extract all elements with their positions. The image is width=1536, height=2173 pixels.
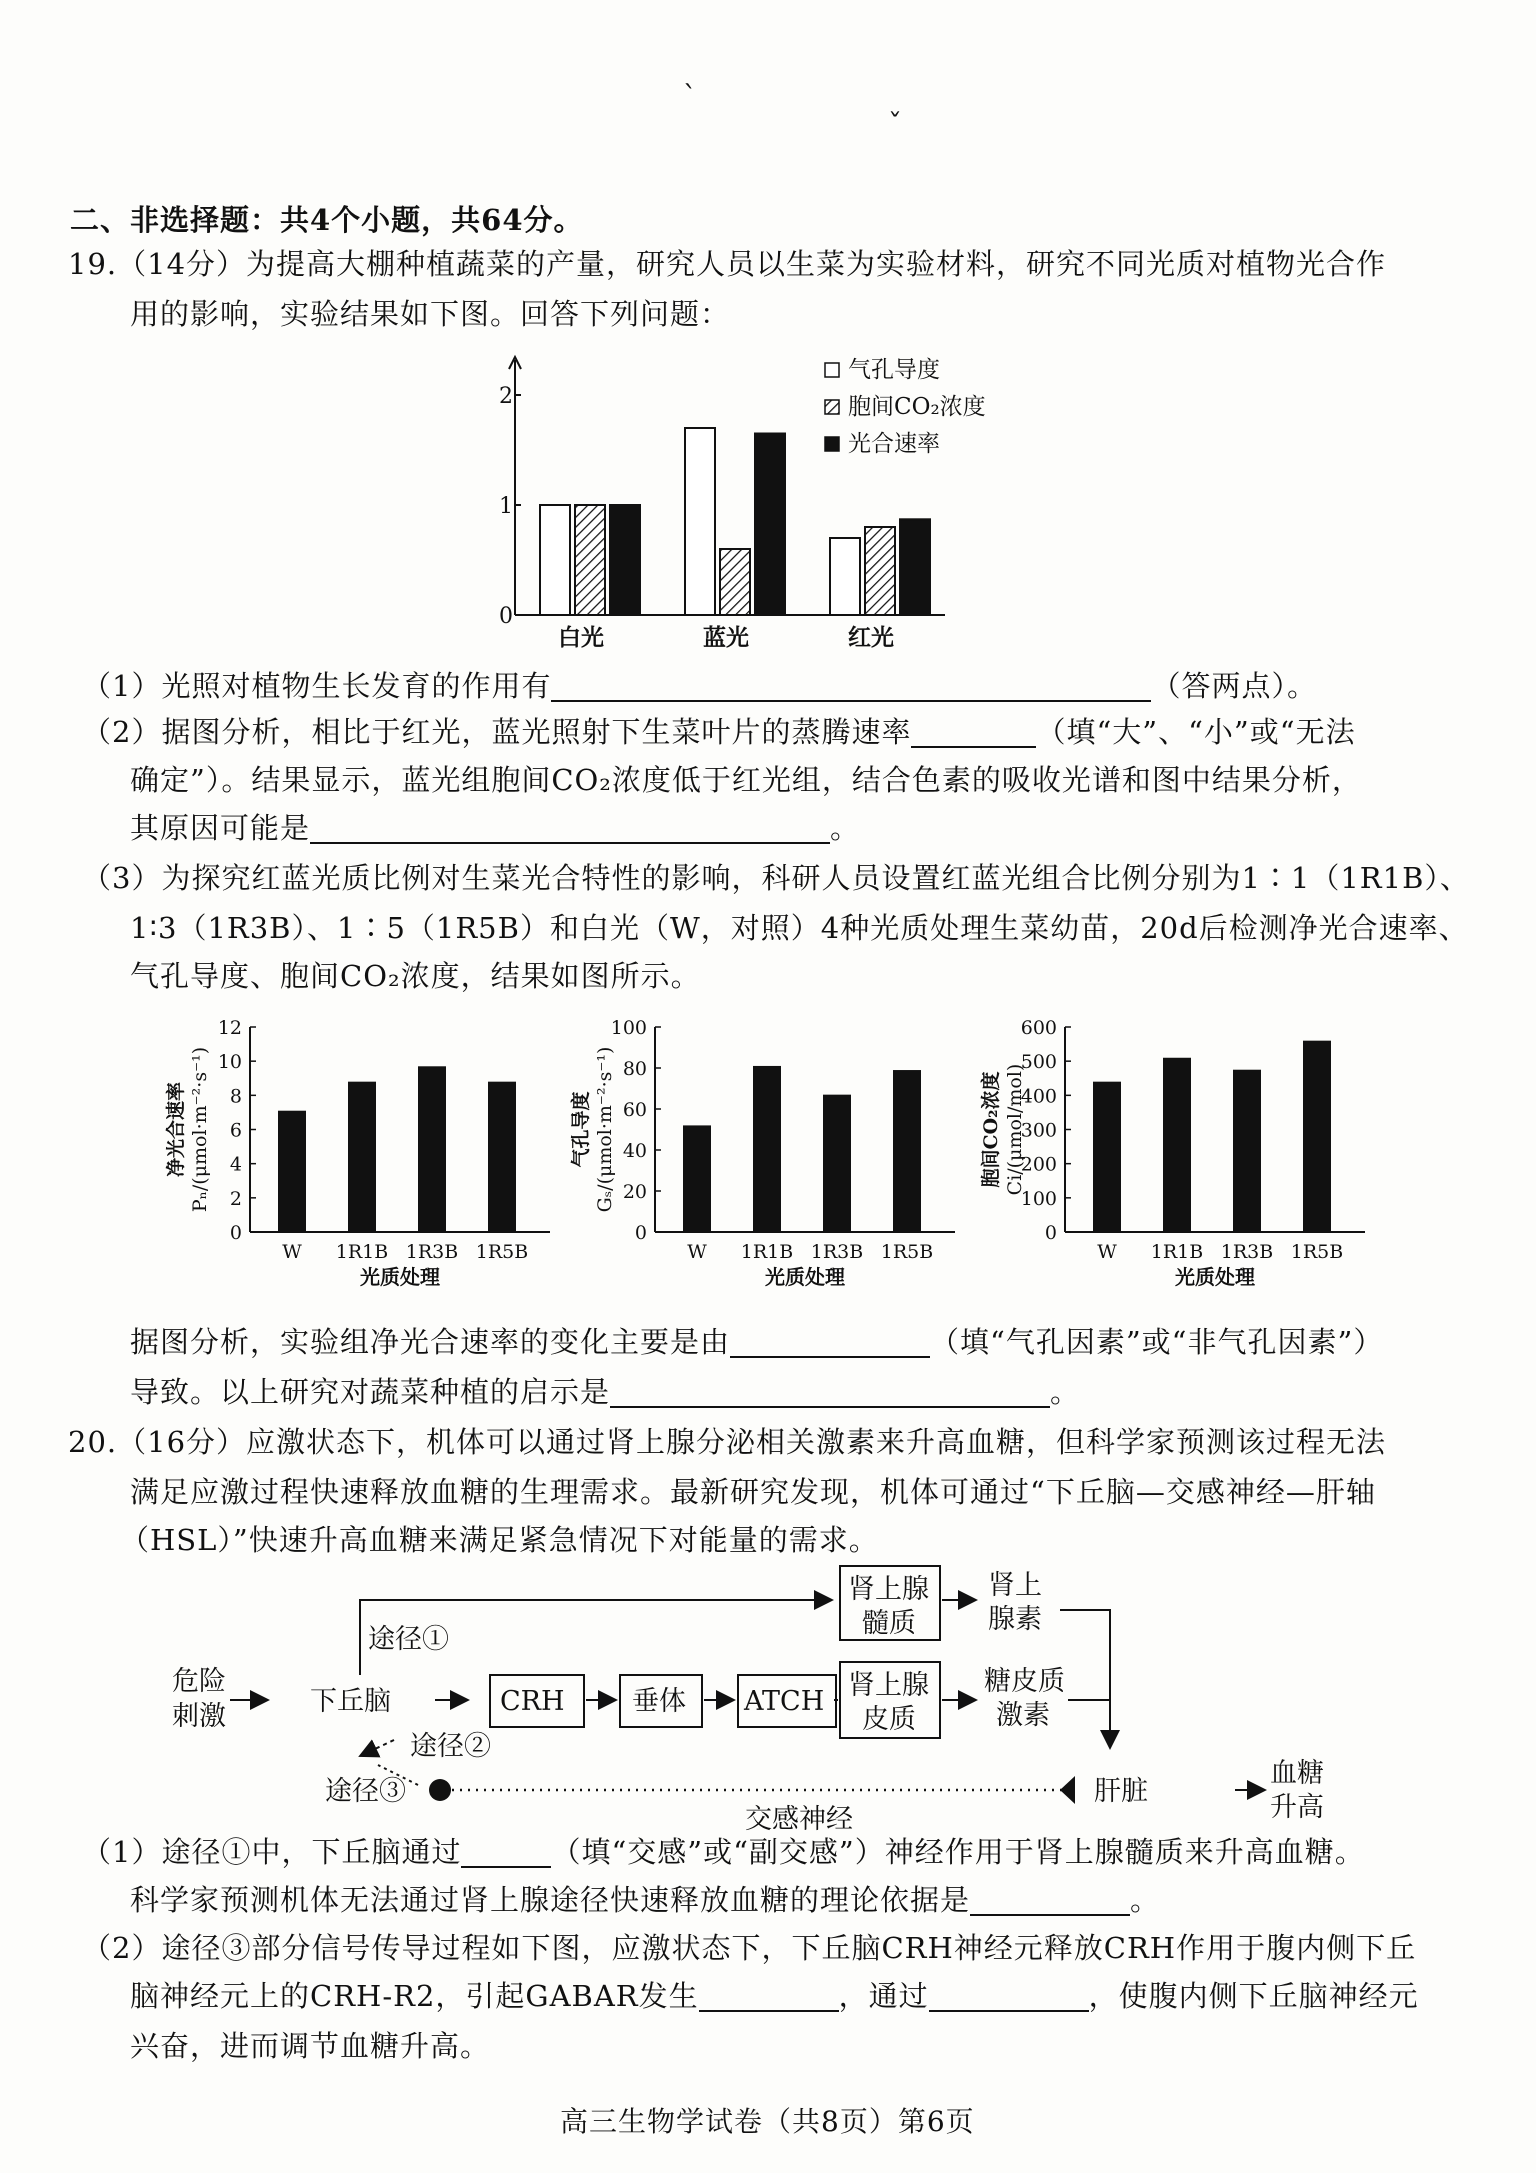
adrenaline-label: 肾上: [988, 1570, 1042, 1601]
q19-p2-line2: 确定”）。结果显示，蓝光组胞间CO₂浓度低于红光组，结合色素的吸收光谱和图中结果分析，: [130, 763, 1362, 797]
bar: [1093, 1082, 1121, 1232]
q19-p2-line3-end: 。: [830, 811, 861, 845]
bar: [720, 549, 750, 615]
q19-p2-line3: [130, 806, 860, 850]
bar: [900, 519, 930, 615]
y-tick-label: 2: [229, 1187, 242, 1210]
x-tick-label: 1R3B: [810, 1241, 864, 1263]
q19-p3-line1: （3）为探究红蓝光质比例对生菜光合特性的影响，科研人员设置红蓝光组合比例分别为1∶1（1R1B）、: [82, 861, 1470, 895]
q19-p1: [82, 664, 1317, 708]
x-tick-label: 1R5B: [1290, 1241, 1344, 1263]
y-axis-label: 胞间CO₂浓度: [980, 1071, 1002, 1188]
bar: [683, 1125, 711, 1232]
blood-glucose-label: 血糖: [1270, 1758, 1324, 1789]
y-tick-label: 0: [634, 1222, 647, 1244]
y-tick-label: 6: [229, 1119, 242, 1142]
x-tick-label: 红光: [848, 624, 894, 651]
bar: [418, 1066, 446, 1232]
legend-label: 胞间CO₂浓度: [848, 394, 986, 420]
q19-p1-tail: （答两点）。: [1151, 669, 1317, 703]
q20-p1-line2-text: 科学家预测机体无法通过肾上腺途径快速释放血糖的理论依据是: [130, 1883, 971, 1917]
answer-blank[interactable]: [929, 1980, 1089, 2012]
bar: [1303, 1041, 1331, 1232]
q20-intro-line1: 20.（16分）应激状态下，机体可以通过肾上腺分泌相关激素来升高血糖，但科学家预测该过程无法: [68, 1425, 1387, 1459]
x-tick-label: W: [687, 1241, 707, 1263]
x-tick-label: 1R1B: [1150, 1241, 1204, 1263]
answer-blank[interactable]: [911, 716, 1036, 748]
q19-p3-line4-tail: （填“气孔因素”或“非气孔因素”）: [930, 1325, 1384, 1359]
scan-mark: ˋ: [683, 80, 697, 113]
q19-p3-line3: 气孔导度、胞间CO₂浓度，结果如图所示。: [130, 959, 701, 993]
q20-p1-line2: [130, 1878, 1160, 1922]
legend-swatch: [825, 363, 839, 377]
q19-p2-text: （2）据图分析，相比于红光，蓝光照射下生菜叶片的蒸腾速率: [82, 715, 912, 749]
adrenal-cortex-label: 肾上腺: [848, 1670, 929, 1701]
x-tick-label: W: [1097, 1241, 1117, 1263]
y-tick-label: 300: [1020, 1119, 1057, 1142]
x-tick-label: 1R1B: [740, 1241, 794, 1263]
x-tick-label: 1R5B: [880, 1241, 934, 1263]
q20-p1-text: （1）途径①中，下丘脑通过: [82, 1835, 462, 1869]
q19-p3-line5-end: 。: [1050, 1375, 1081, 1409]
q19-p3-line2: 1∶3（1R3B）、1∶5（1R5B）和白光（W，对照）4种光质处理生菜幼苗，20d后检测净光合速率、: [130, 911, 1469, 945]
q19-p2-tail: （填“大”、“小”或“无法: [1036, 715, 1356, 749]
q19-p2: [82, 710, 1356, 754]
adrenaline-label: 腺素: [988, 1604, 1042, 1635]
bar: [865, 527, 895, 615]
x-tick-label: 白光: [558, 624, 604, 651]
q20-p2-line2-text: 脑神经元上的CRH-R2，引起GABAR发生: [130, 1979, 699, 2013]
q19-p2-line3-text: 其原因可能是: [130, 811, 311, 845]
bar: [540, 505, 570, 615]
y-tick-label: 2: [499, 384, 513, 409]
q20-intro-line2: 满足应激过程快速释放血糖的生理需求。最新研究发现，机体可通过“下丘脑—交感神经—肝轴: [130, 1475, 1376, 1509]
q20-p1-tail: （填“交感”或“副交感”）神经作用于肾上腺髓质来升高血糖。: [551, 1835, 1365, 1869]
bar: [278, 1111, 306, 1232]
x-axis-label: 光质处理: [360, 1265, 440, 1289]
q20-intro-line3: （HSL）”快速升高血糖来满足紧急情况下对能量的需求。: [120, 1523, 879, 1557]
q20-p1: [82, 1830, 1365, 1874]
stimulus-label: 刺激: [172, 1701, 226, 1732]
bar: [1233, 1070, 1261, 1232]
y-tick-label: 100: [610, 1017, 647, 1039]
path3-label: 途径③: [325, 1776, 406, 1807]
y-tick-label: 0: [229, 1222, 242, 1244]
pituitary-label: 垂体: [632, 1686, 686, 1717]
blood-glucose-label: 升高: [1270, 1792, 1324, 1823]
scan-mark: ˇ: [888, 108, 902, 141]
answer-blank[interactable]: [461, 1836, 551, 1868]
hypothalamus-label: 下丘脑: [310, 1686, 391, 1717]
y-tick-label: 400: [1020, 1085, 1057, 1108]
answer-blank[interactable]: [310, 812, 830, 844]
bar: [348, 1082, 376, 1232]
y-tick-label: 0: [1044, 1222, 1057, 1244]
answer-blank[interactable]: [970, 1884, 1130, 1916]
answer-blank[interactable]: [699, 1980, 839, 2012]
cortisol-label: 糖皮质: [984, 1666, 1065, 1697]
q20-p2-line2-tail: ，使腹内侧下丘脑神经元: [1088, 1979, 1419, 2013]
bar: [610, 505, 640, 615]
q20-p2-line1: （2）途径③部分信号传导过程如下图，应激状态下，下丘脑CRH神经元释放CRH作用于腹内侧下丘: [82, 1931, 1417, 1965]
sympathetic-nerve-label: 交感神经: [745, 1804, 853, 1835]
q20-p2-line2-mid: ，通过: [838, 1979, 929, 2013]
x-tick-label: 蓝光: [703, 624, 749, 651]
bar: [488, 1082, 516, 1232]
hsl-pathway-diagram: [150, 1560, 1400, 1835]
bar: [1163, 1058, 1191, 1232]
x-tick-label: 1R3B: [405, 1241, 459, 1263]
x-axis-label: 光质处理: [765, 1265, 845, 1289]
y-tick-label: 60: [622, 1099, 647, 1121]
q19-p1-text: （1）光照对植物生长发育的作用有: [82, 669, 552, 703]
cortisol-label: 激素: [996, 1700, 1050, 1731]
x-tick-label: 1R5B: [475, 1241, 529, 1263]
y-tick-label: 40: [622, 1140, 647, 1162]
y-tick-label: 20: [622, 1181, 647, 1203]
x-tick-label: 1R3B: [1220, 1241, 1274, 1263]
adrenal-cortex-label: 皮质: [862, 1704, 916, 1735]
adrenal-medulla-label: 髓质: [862, 1608, 916, 1639]
y-tick-label: 8: [229, 1085, 242, 1108]
section-heading: 二、非选择题：共4个小题，共64分。: [70, 203, 584, 237]
q19-p3-line4: [130, 1320, 1383, 1364]
bar: [830, 538, 860, 615]
bar: [755, 434, 785, 616]
y-tick-label: 600: [1020, 1017, 1057, 1039]
x-tick-label: 1R1B: [335, 1241, 389, 1263]
q19-intro-line2: 用的影响，实验结果如下图。回答下列问题：: [130, 297, 731, 331]
legend-label: 气孔导度: [848, 357, 940, 383]
q19-p3-line5: [130, 1370, 1080, 1414]
stomatal-conductance-chart: [565, 1010, 995, 1290]
y-axis-unit: Pₙ/(μmol·m⁻²·s⁻¹): [189, 1046, 211, 1213]
intercellular-co2-chart: [975, 1010, 1405, 1290]
bar: [685, 428, 715, 615]
crh-label: CRH: [500, 1686, 565, 1717]
y-axis-unit: Gₛ/(μmol·m⁻²·s⁻¹): [594, 1046, 616, 1213]
q20-p2-line3: 兴奋，进而调节血糖升高。: [130, 2029, 491, 2063]
stimulus-label: 危险: [172, 1666, 226, 1697]
y-tick-label: 10: [217, 1051, 242, 1074]
q19-intro-line1: 19.（14分）为提高大棚种植蔬菜的产量，研究人员以生菜为实验材料，研究不同光质对植物光合作: [68, 247, 1387, 281]
bar: [893, 1070, 921, 1232]
x-axis-label: 光质处理: [1175, 1265, 1255, 1289]
legend-swatch: [825, 400, 839, 414]
y-tick-label: 4: [229, 1153, 242, 1176]
path1-label: 途径①: [368, 1624, 449, 1655]
light-quality-chart: [470, 345, 1030, 665]
y-tick-label: 0: [499, 604, 513, 629]
y-axis-label: 净光合速率: [165, 1081, 187, 1178]
y-axis-unit: Ci/(μmol/mol): [1004, 1063, 1026, 1196]
q20-p1-line2-end: 。: [1130, 1883, 1161, 1917]
x-tick-label: W: [282, 1241, 302, 1263]
answer-blank[interactable]: [551, 670, 1151, 702]
legend-label: 光合速率: [848, 431, 940, 457]
liver-label: 肝脏: [1094, 1776, 1148, 1807]
y-tick-label: 1: [499, 494, 513, 519]
path2-label: 途径②: [410, 1731, 491, 1762]
atch-label: ATCH: [744, 1686, 825, 1717]
q19-p3-line5-text: 导致。以上研究对蔬菜种植的启示是: [130, 1375, 611, 1409]
net-photosynthesis-chart: [160, 1010, 590, 1290]
bar: [575, 505, 605, 615]
neuron-dot: [429, 1779, 451, 1801]
y-tick-label: 100: [1020, 1187, 1057, 1210]
legend-swatch: [825, 437, 839, 451]
adrenal-medulla-label: 肾上腺: [848, 1574, 929, 1605]
q20-p2-line2: [130, 1974, 1419, 2018]
q19-p3-line4-text: 据图分析，实验组净光合速率的变化主要是由: [130, 1325, 731, 1359]
y-tick-label: 80: [622, 1058, 647, 1080]
y-tick-label: 12: [217, 1017, 242, 1039]
answer-blank[interactable]: [610, 1376, 1050, 1408]
answer-blank[interactable]: [730, 1326, 930, 1358]
y-tick-label: 200: [1020, 1153, 1057, 1176]
y-axis-label: 气孔导度: [570, 1091, 592, 1168]
page-footer: 高三生物学试卷（共8页）第6页: [560, 2105, 975, 2138]
y-tick-label: 500: [1020, 1051, 1057, 1074]
bar: [753, 1066, 781, 1232]
bar: [823, 1095, 851, 1232]
